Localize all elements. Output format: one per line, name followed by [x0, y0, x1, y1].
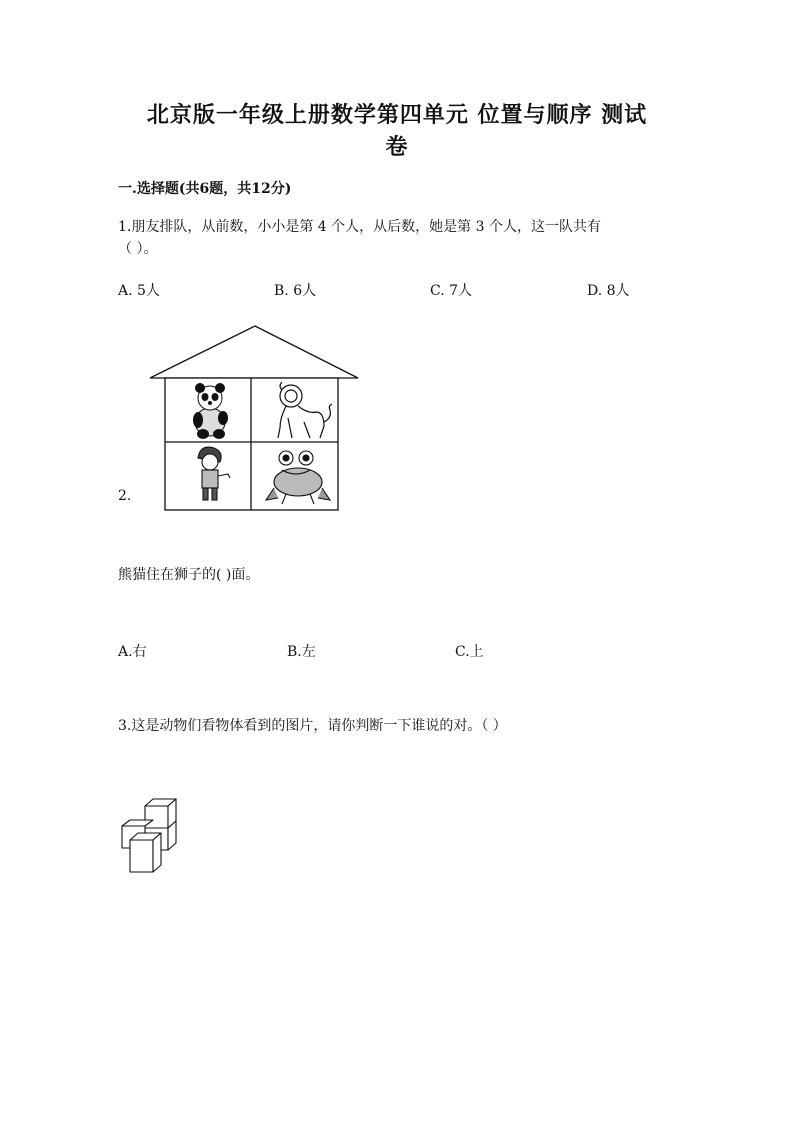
question-1-option-d[interactable]: D. 8人 [587, 283, 630, 299]
page-title-continued: 卷 [385, 134, 409, 160]
question-2-option-c[interactable]: C.上 [455, 644, 484, 660]
question-2-option-b[interactable]: B.左 [287, 644, 316, 660]
question-2-number: 2. [118, 488, 132, 504]
question-1-option-b[interactable]: B. 6人 [274, 283, 317, 299]
question-3-text: 3.这是动物们看物体看到的图片，请你判断一下谁说的对。（ ） [118, 718, 507, 734]
question-2-text: 熊猫住在狮子的( )面。 [118, 567, 260, 583]
question-1-option-a[interactable]: A. 5人 [118, 283, 160, 299]
house-diagram [140, 320, 365, 520]
question-1-option-c[interactable]: C. 7人 [430, 283, 473, 299]
question-1-text: 1.朋友排队，从前数，小小是第 4 个人，从后数，她是第 3 个人，这一队共有 [118, 219, 601, 235]
section-heading: 一.选择题(共6题，共12分) [118, 181, 292, 197]
question-2-option-a[interactable]: A.右 [118, 644, 147, 660]
house-roof [150, 326, 358, 378]
question-1-text-continued: （ ）。 [118, 241, 158, 257]
page-title: 北京版一年级上册数学第四单元 位置与顺序 测试 [146, 102, 648, 128]
cube-stack-figure [118, 796, 188, 878]
